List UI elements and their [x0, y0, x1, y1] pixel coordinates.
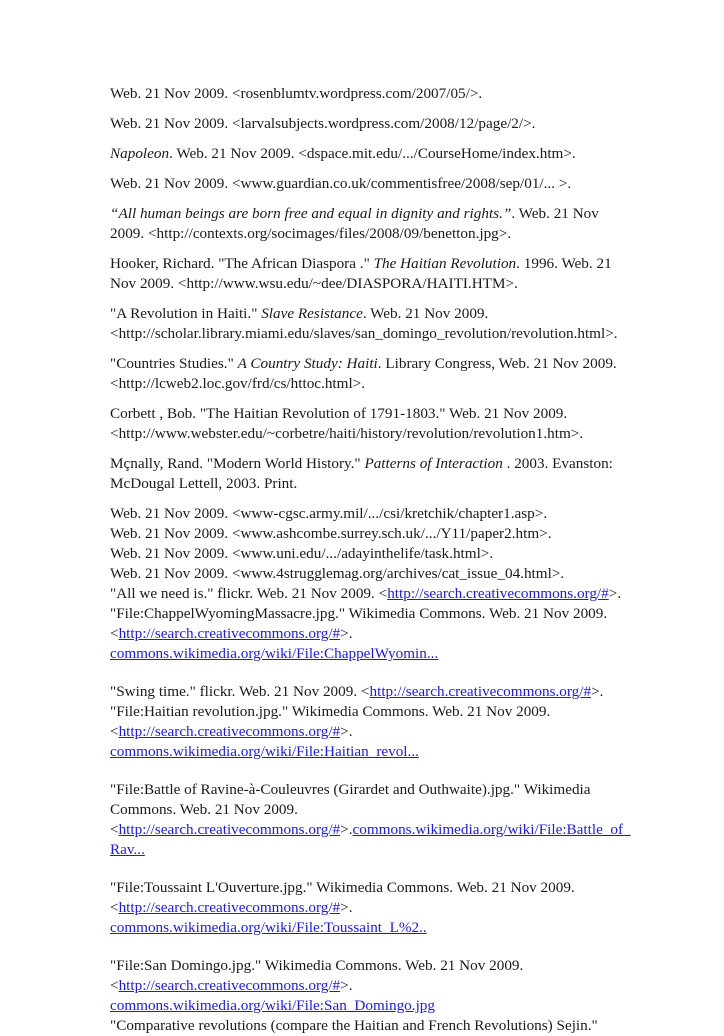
- citation-line: [110, 878, 620, 898]
- citation-line: [110, 996, 620, 1016]
- citation-text: >.: [340, 821, 353, 838]
- citation-text: "A Revolution in Haiti.": [110, 305, 262, 322]
- citation-line: [110, 604, 620, 624]
- citation-line: [110, 114, 620, 134]
- citation-text: Web. 21 Nov 2009. <www.ashcombe.surrey.sch.uk/.../Y11/paper2.htm>.: [110, 525, 552, 542]
- hyperlink[interactable]: http://search.creativecommons.org/#: [118, 821, 341, 838]
- citation-entry: [110, 204, 620, 244]
- hyperlink[interactable]: http://search.creativecommons.org/#: [369, 683, 592, 700]
- hyperlink[interactable]: http://search.creativecommons.org/#: [118, 977, 341, 994]
- citation-text: >.: [340, 723, 353, 740]
- citation-text: >.: [591, 683, 604, 700]
- citation-text: Web. 21 Nov 2009. <www.uni.edu/.../adayinthelife/task.html>.: [110, 545, 494, 562]
- citation-text: <: [110, 723, 119, 740]
- citation-line: [110, 742, 620, 762]
- citation-line: [110, 564, 620, 584]
- italic-title: A Country Study: Haiti: [237, 355, 378, 372]
- citation-line: [110, 584, 620, 604]
- citation-text: . Web. 21 Nov: [511, 205, 599, 222]
- citation-text: McDougal Lettell, 2003. Print.: [110, 475, 298, 492]
- citation-entry: [110, 878, 620, 938]
- citation-text: 2009. <http://contexts.org/socimages/files/2008/09/benetton.jpg>.: [110, 225, 512, 242]
- hyperlink[interactable]: commons.wikimedia.org/wiki/File:Haitian_revol...: [110, 743, 419, 760]
- citation-line: [110, 898, 620, 918]
- citation-line: [110, 800, 620, 820]
- citation-text: . Web. 21 Nov 2009.: [362, 305, 489, 322]
- italic-title: “All human beings are born free and equal in dignity and rights.”: [110, 205, 512, 222]
- citation-text: >.: [608, 585, 622, 602]
- citation-line: [110, 204, 620, 224]
- citation-text: >.: [340, 977, 353, 994]
- citation-line: [110, 274, 620, 294]
- citation-line: [110, 918, 620, 938]
- citation-line: [110, 956, 620, 976]
- italic-title: Slave Resistance: [261, 305, 363, 322]
- citation-text: Mçnally, Rand. "Modern World History.": [110, 455, 365, 472]
- citation-text: "File:Battle of Ravine-à-Couleuvres (Girardet and Outhwaite).jpg." Wikimedia: [110, 781, 591, 798]
- citation-line: [110, 840, 620, 860]
- citation-text: Commons. Web. 21 Nov 2009.: [110, 801, 298, 818]
- hyperlink[interactable]: http://search.creativecommons.org/#: [118, 723, 341, 740]
- citation-text: <: [110, 821, 119, 838]
- citation-line: [110, 304, 620, 324]
- citation-text: . Library Congress, Web. 21 Nov 2009.: [377, 355, 617, 372]
- citation-line: [110, 84, 620, 104]
- citation-entry: [110, 144, 620, 164]
- citation-text: <: [110, 977, 119, 994]
- citation-line: [110, 174, 620, 194]
- citation-line: [110, 374, 620, 394]
- citation-line: [110, 1016, 620, 1036]
- citation-entry: [110, 174, 620, 194]
- citation-entry: [110, 304, 620, 344]
- citation-text: <http://scholar.library.miami.edu/slaves/san_domingo_revolution/revolution.html>.: [110, 325, 618, 342]
- hyperlink[interactable]: Rav...: [110, 841, 145, 858]
- citation-text: "Comparative revolutions (compare the Haitian and French Revolutions) Sejin.": [110, 1017, 598, 1034]
- citation-text: "File:Haitian revolution.jpg." Wikimedia Commons. Web. 21 Nov 2009.: [110, 703, 551, 720]
- citation-line: [110, 144, 620, 164]
- citation-line: [110, 820, 631, 840]
- citation-line: [110, 504, 620, 524]
- citation-text: "File:Toussaint L'Ouverture.jpg." Wikimedia Commons. Web. 21 Nov 2009.: [110, 879, 575, 896]
- citation-line: [110, 224, 620, 244]
- citation-text: <: [110, 625, 119, 642]
- hyperlink[interactable]: http://search.creativecommons.org/#: [118, 899, 341, 916]
- citation-text: "All we need is." flickr. Web. 21 Nov 2009. <: [110, 585, 388, 602]
- citation-text: Corbett , Bob. "The Haitian Revolution of 1791-1803." Web. 21 Nov 2009.: [110, 405, 568, 422]
- citation-text: Web. 21 Nov 2009. <larvalsubjects.wordpress.com/2008/12/page/2/>.: [110, 115, 536, 132]
- hyperlink[interactable]: commons.wikimedia.org/wiki/File:ChappelWyomin...: [110, 645, 439, 662]
- citation-text: Nov 2009. <http://www.wsu.edu/~dee/DIASPORA/HAITI.HTM>.: [110, 275, 518, 292]
- citation-text: . Web. 21 Nov 2009. <dspace.mit.edu/.../CourseHome/index.htm>.: [169, 145, 576, 162]
- citation-line: [110, 702, 620, 722]
- citation-text: <http://lcweb2.loc.gov/frd/cs/httoc.html>.: [110, 375, 366, 392]
- citation-line: [110, 624, 620, 644]
- citation-text: <http://www.webster.edu/~corbetre/haiti/history/revolution/revolution1.htm>.: [110, 425, 584, 442]
- citation-entry: [110, 682, 620, 762]
- citation-line: [110, 682, 620, 702]
- citation-line: [110, 780, 620, 800]
- citation-text: Web. 21 Nov 2009. <rosenblumtv.wordpress.com/2007/05/>.: [110, 85, 483, 102]
- italic-title: The Haitian Revolution: [373, 255, 517, 272]
- citation-line: [110, 544, 620, 564]
- works-cited-list: [110, 84, 631, 1036]
- citation-line: [110, 354, 620, 374]
- citation-line: [110, 324, 620, 344]
- citation-text: . 1996. Web. 21: [516, 255, 612, 272]
- citation-text: "Countries Studies.": [110, 355, 238, 372]
- citation-line: [110, 404, 620, 424]
- citation-text: Hooker, Richard. "The African Diaspora .": [110, 255, 374, 272]
- citation-line: [110, 424, 620, 444]
- citation-entry: [110, 454, 620, 494]
- citation-text: Web. 21 Nov 2009. <www-cgsc.army.mil/.../csi/kretchik/chapter1.asp>.: [110, 505, 548, 522]
- citation-text: >.: [340, 625, 353, 642]
- italic-title: Patterns of Interaction: [364, 455, 503, 472]
- citation-text: "File:ChappelWyomingMassacre.jpg." Wikimedia Commons. Web. 21 Nov 2009.: [110, 605, 608, 622]
- citation-line: [110, 474, 620, 494]
- citation-text: >.: [340, 899, 353, 916]
- citation-line: [110, 254, 620, 274]
- citation-line: [110, 722, 620, 742]
- hyperlink[interactable]: commons.wikimedia.org/wiki/File:San_Domingo.jpg: [110, 997, 435, 1014]
- citation-entry: [110, 956, 620, 1036]
- citation-entry: [110, 780, 631, 860]
- citation-line: [110, 524, 620, 544]
- italic-title: Napoleon: [110, 145, 170, 162]
- citation-entry: [110, 84, 620, 104]
- citation-line: [110, 454, 620, 474]
- citation-entry: [110, 504, 620, 664]
- citation-line: [110, 644, 620, 664]
- hyperlink[interactable]: commons.wikimedia.org/wiki/File:Battle_of_: [352, 821, 631, 838]
- citation-entry: [110, 354, 620, 394]
- citation-entry: [110, 114, 620, 134]
- citation-line: [110, 976, 620, 996]
- citation-entry: [110, 254, 620, 294]
- citation-text: Web. 21 Nov 2009. <www.4strugglemag.org/archives/cat_issue_04.html>.: [110, 565, 565, 582]
- citation-entry: [110, 404, 620, 444]
- citation-text: . 2003. Evanston:: [502, 455, 613, 472]
- citation-text: "File:San Domingo.jpg." Wikimedia Commons. Web. 21 Nov 2009.: [110, 957, 524, 974]
- hyperlink[interactable]: commons.wikimedia.org/wiki/File:Toussaint_L%2..: [110, 919, 427, 936]
- citation-text: <: [110, 899, 119, 916]
- citation-text: Web. 21 Nov 2009. <www.guardian.co.uk/commentisfree/2008/sep/01/... >.: [110, 175, 572, 192]
- citation-text: "Swing time." flickr. Web. 21 Nov 2009. <: [110, 683, 370, 700]
- hyperlink[interactable]: http://search.creativecommons.org/#: [387, 585, 609, 602]
- hyperlink[interactable]: http://search.creativecommons.org/#: [118, 625, 341, 642]
